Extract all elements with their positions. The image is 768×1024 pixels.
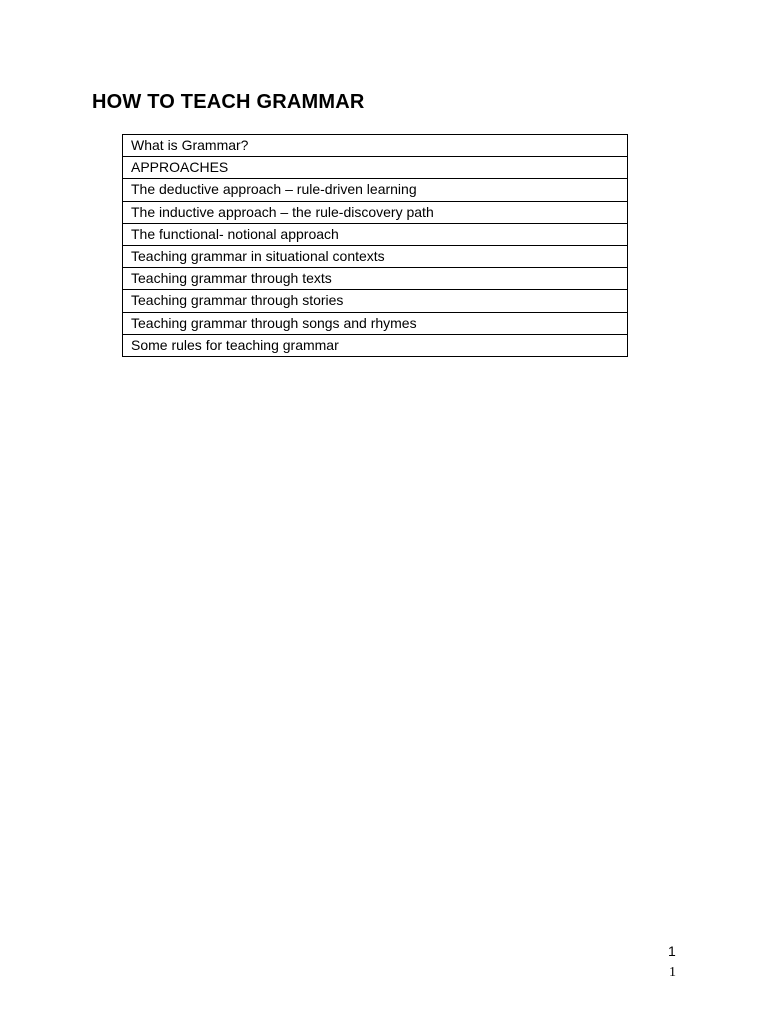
table-cell-through-texts: Teaching grammar through texts: [123, 268, 628, 290]
table-row: [123, 135, 628, 157]
contents-table-body: [123, 135, 628, 357]
table-cell-situational-contexts: Teaching grammar in situational contexts: [123, 245, 628, 267]
table-cell-approaches: APPROACHES: [123, 157, 628, 179]
table-cell-deductive-approach: The deductive approach – rule-driven learning: [123, 179, 628, 201]
table-row: [123, 290, 628, 312]
page-title: HOW TO TEACH GRAMMAR: [92, 91, 365, 113]
table-row: [123, 312, 628, 334]
table-row: [123, 334, 628, 356]
page-number-footer: 1: [669, 965, 676, 980]
table-cell-through-stories: Teaching grammar through stories: [123, 290, 628, 312]
table-cell-functional-notional-approach: The functional- notional approach: [123, 223, 628, 245]
table-row: [123, 157, 628, 179]
table-cell-what-is-grammar: What is Grammar?: [123, 135, 628, 157]
table-cell-rules-for-teaching: Some rules for teaching grammar: [123, 334, 628, 356]
table-row: [123, 268, 628, 290]
table-row: [123, 223, 628, 245]
table-cell-inductive-approach: The inductive approach – the rule-discovery path: [123, 201, 628, 223]
contents-table: [122, 134, 628, 357]
table-row: [123, 201, 628, 223]
page-number: 1: [668, 943, 676, 959]
table-row: [123, 179, 628, 201]
table-row: [123, 245, 628, 267]
table-cell-songs-and-rhymes: Teaching grammar through songs and rhymes: [123, 312, 628, 334]
